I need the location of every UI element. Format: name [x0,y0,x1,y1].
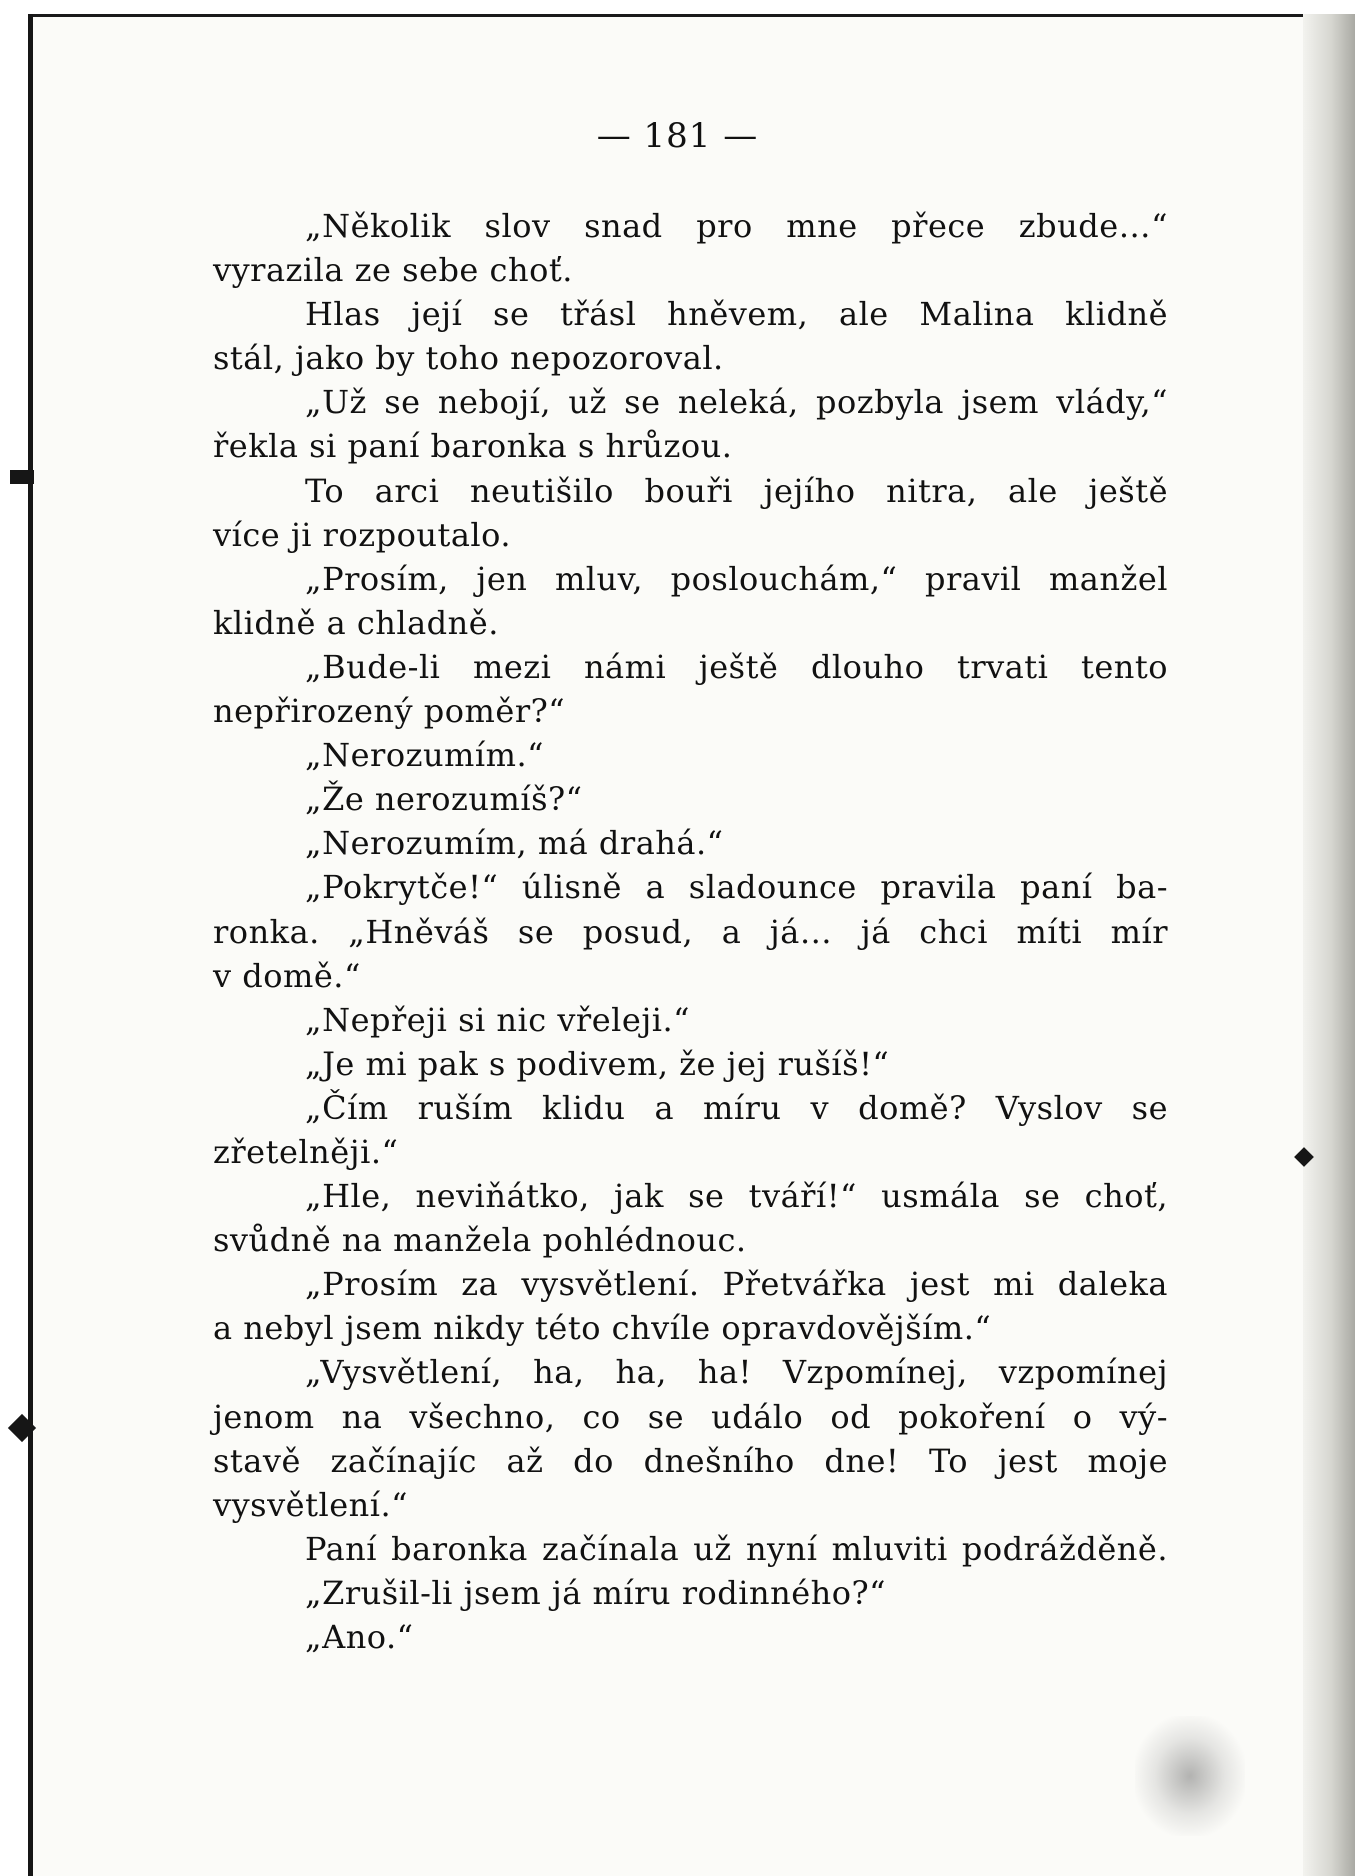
text-line: „Čím ruším klidu a míru v domě? Vyslov se [305,1088,1168,1127]
text-line: „Ano.“ [305,1618,414,1656]
text-line: „Hle, neviňátko, jak se tváří!“ usmála se choť, [305,1177,1168,1216]
text-line: klidně a chladně. [213,603,499,642]
text-line: „Nepřeji si nic vřeleji.“ [305,1000,690,1039]
scan-left-margin [0,14,28,1876]
scan-edge-mark [10,470,34,484]
text-line: zřetelněji.“ [213,1132,399,1171]
text-line: „Pokrytče!“ úlisně a sladounce pravila paní ba- [305,868,1168,907]
text-line: „Zrušil-li jsem já míru rodinného?“ [305,1573,887,1612]
text-line: svůdně na manžela pohlédnouc. [213,1221,747,1260]
text-line: „Několik slov snad pro mne přece zbude…“ [305,207,1168,245]
text-line: vyrazila ze sebe choť. [213,251,573,290]
text-line: v domě.“ [213,956,361,995]
text-line: To arci neutišilo bouři jejího nitra, ale ještě [305,471,1168,510]
text-line: a nebyl jsem nikdy této chvíle opravdovějším.“ [213,1309,992,1348]
text-line: „Je mi pak s podivem, že jej rušíš!“ [305,1044,890,1083]
body-text [213,204,1168,1659]
text-line: „Už se nebojí, už se neleká, pozbyla jsem vlády,“ [305,383,1168,422]
text-line: „Prosím, jen mluv, poslouchám,“ pravil manžel [305,559,1168,598]
text-line: „Vysvětlení, ha, ha, ha! Vzpomínej, vzpomínej [305,1353,1168,1392]
text-line: ronka. „Hněváš se posud, a já… já chci míti mír [213,912,1168,951]
text-line: „Že nerozumíš?“ [305,780,583,819]
text-line: stál, jako by toho nepozoroval. [213,339,724,378]
text-line: „Nerozumím.“ [305,736,544,775]
scan-smudge [1135,1716,1245,1836]
page-number: — 181 — [596,116,759,156]
text-line: Hlas její se třásl hněvem, ale Malina klidně [305,295,1168,334]
text-line: „Bude-li mezi námi ještě dlouho trvati tento [305,647,1168,686]
text-line: Paní baronka začínala už nyní mluviti podrážděně. [305,1529,1168,1568]
scan-top-edge [0,0,1355,17]
text-line: nepřirozený poměr?“ [213,692,566,731]
text-line: stavě začínajíc až do dnešního dne! To jest moje [213,1441,1168,1480]
scan-left-edge [28,14,33,1876]
text-line: „Nerozumím, má drahá.“ [305,824,724,863]
scan-right-edge-shadow [1303,14,1355,1876]
text-line: „Prosím za vysvětlení. Přetvářka jest mi daleka [305,1265,1168,1304]
text-line: vysvětlení.“ [213,1485,408,1524]
text-line: řekla si paní baronka s hrůzou. [213,427,733,466]
text-line: více ji rozpoutalo. [213,515,511,554]
text-line: jenom na všechno, co se událo od pokoření o vý- [213,1397,1168,1436]
